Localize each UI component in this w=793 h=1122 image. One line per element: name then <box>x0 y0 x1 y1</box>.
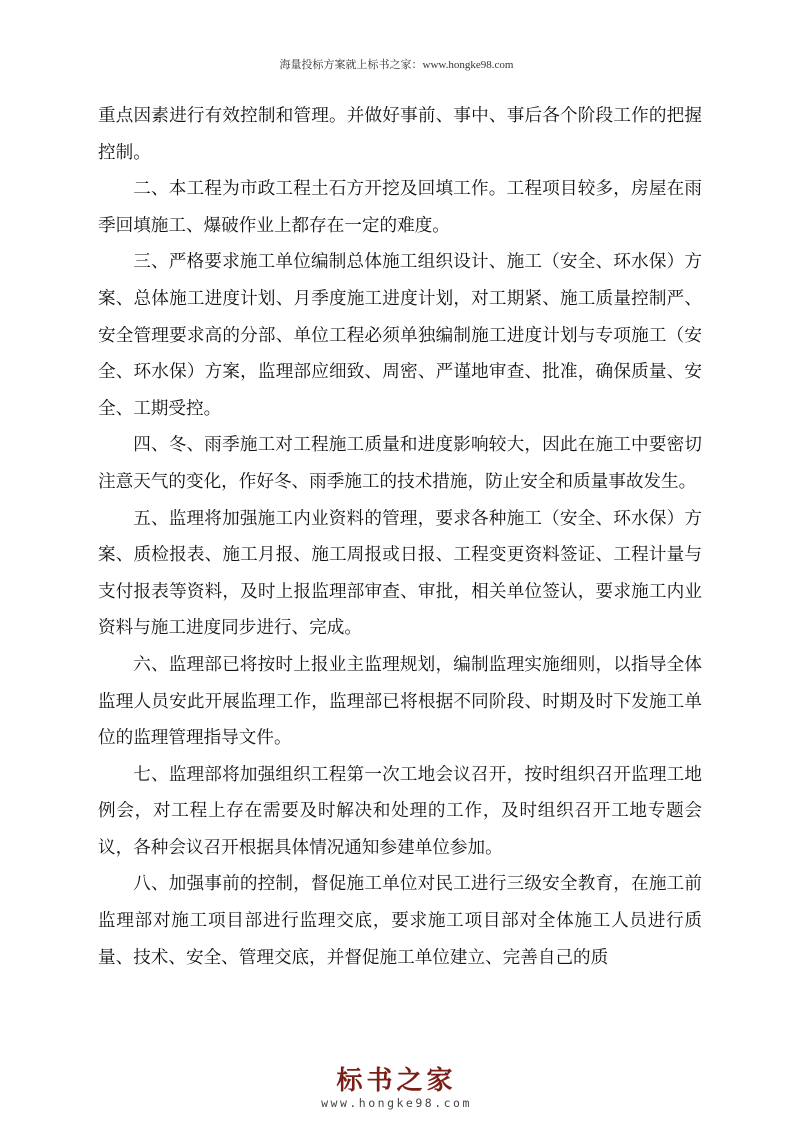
footer-logo: 标书之家 <box>336 1066 457 1096</box>
paragraph-item-6: 六、监理部已将按时上报业主监理规划，编制监理实施细则，以指导全体监理人员安此开展监理工作，监理部已将根据不同阶段、时期及时下发施工单位的监理管理指导文件。 <box>98 654 702 749</box>
page-header: 海量投标方案就上标书之家：www.hongke98.com <box>279 59 514 71</box>
paragraph-item-4: 四、冬、雨季施工对工程施工质量和进度影响较大，因此在施工中要密切注意天气的变化，作好冬、雨季施工的技术措施，防止安全和质量事故发生。 <box>98 435 702 492</box>
paragraph-item-5: 五、监理将加强施工内业资料的管理，要求各种施工（安全、环水保）方案、质检报表、施工月报、施工周报或日报、工程变更资料签证、工程计量与支付报表等资料，及时上报监理部审查、审批，相关单位签认，要求施工内业资料与施工进度同步进行、完成。 <box>98 508 702 639</box>
paragraph-item-3: 三、严格要求施工单位编制总体施工组织设计、施工（安全、环水保）方案、总体施工进度计划、月季度施工进度计划，对工期紧、施工质量控制严、安全管理要求高的分部、单位工程必须单独编制施工进度计划与专项施工（安全、环水保）方案，监理部应细致、周密、严谨地审查、批准，确保质量、安全、工期受控。 <box>98 252 702 419</box>
paragraph-item-2: 二、本工程为市政工程土石方开挖及回填工作。工程项目较多，房屋在雨季回填施工、爆破作业上都存在一定的难度。 <box>98 179 702 236</box>
paragraph-continuation: 重点因素进行有效控制和管理。并做好事前、事中、事后各个阶段工作的把握控制。 <box>98 106 702 163</box>
paragraph-item-7: 七、监理部将加强组织工程第一次工地会议召开，按时组织召开监理工地例会，对工程上存在需要及时解决和处理的工作，及时组织召开工地专题会议，各种会议召开根据具体情况通知参建单位参加。 <box>98 764 702 858</box>
document-body <box>98 98 702 976</box>
paragraph-item-8: 八、加强事前的控制，督促施工单位对民工进行三级安全教育，在施工前监理部对施工项目部进行监理交底，要求施工项目部对全体施工人员进行质量、技术、安全、管理交底，并督促施工单位建立、完善自己的质 <box>98 874 702 968</box>
footer-url: www.hongke98.com <box>321 1096 472 1110</box>
page-footer <box>0 1066 793 1110</box>
